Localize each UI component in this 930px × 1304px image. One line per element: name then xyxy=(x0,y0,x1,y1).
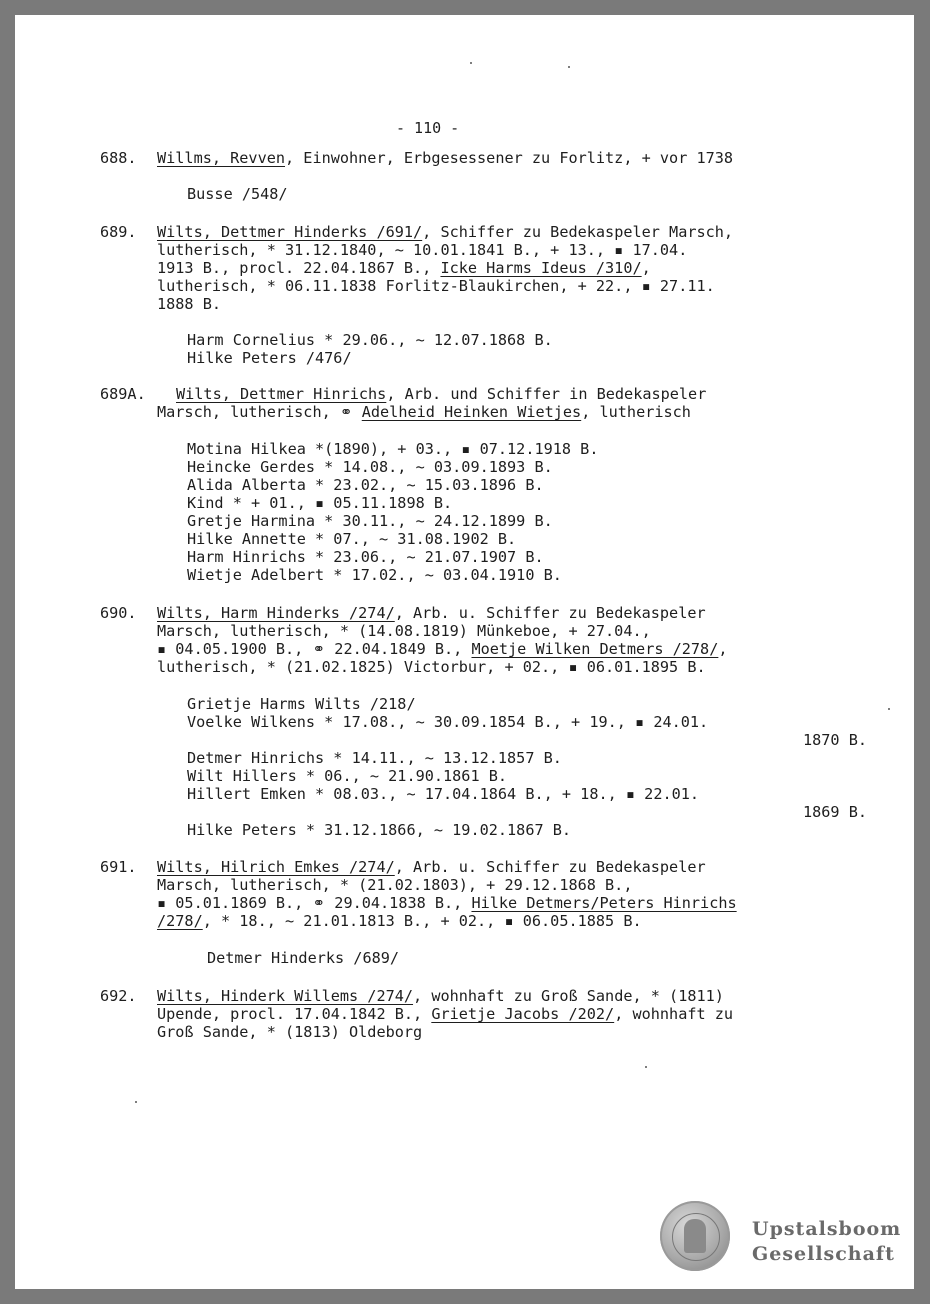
person-name: Wilts, Dettmer Hinderks /691/ xyxy=(157,223,423,241)
child-line: Grietje Harms Wilts /218/ xyxy=(187,695,416,713)
child-line: Motina Hilkea *(1890), + 03., ▪ 07.12.1918 B. xyxy=(187,440,599,458)
person-name: Wilts, Hilrich Emkes /274/ xyxy=(157,858,395,876)
entry-text: Wilts, Dettmer Hinrichs, Arb. und Schiffer in Bedekaspeler Marsch, lutherisch, ⚭ Adelheid Heinken Wietjes, lutherisch xyxy=(157,385,707,421)
entry-691 xyxy=(100,858,880,930)
entry-number: 692. xyxy=(100,987,137,1005)
child-line-continuation: 1870 B. xyxy=(802,731,867,749)
person-name: Wilts, Hinderk Willems /274/ xyxy=(157,987,414,1005)
entry-number: 691. xyxy=(100,858,137,876)
children-689 xyxy=(187,331,867,367)
child-line: Harm Cornelius * 29.06., ~ 12.07.1868 B. xyxy=(187,331,553,349)
child-line: Alida Alberta * 23.02., ~ 15.03.1896 B. xyxy=(187,476,544,494)
society-seal-logo xyxy=(660,1201,730,1271)
entry-number: 688. xyxy=(100,149,137,167)
child-line: Detmer Hinderks /689/ xyxy=(207,949,400,967)
person-name: Wilts, Dettmer Hinrichs xyxy=(176,385,387,403)
scan-speck xyxy=(568,66,570,68)
entry-text: Wilts, Dettmer Hinderks /691/, Schiffer zu Bedekaspeler Marsch, lutherisch, * 31.12.1840, ~ 10.01.1841 B., + 13., ▪ 17.04. 1913 B., procl. 22.04.1867 B., Icke Harms Ideus /310/, lutherisch, * 06.11.1838 Forlitz-Blaukirchen, + 22., ▪ 27.11. 1888 B. xyxy=(157,223,734,313)
scan-speck xyxy=(135,1101,137,1103)
children-689a xyxy=(187,440,867,584)
children-691 xyxy=(207,949,887,967)
child-line: Hilke Annette * 07., ~ 31.08.1902 B. xyxy=(187,530,517,548)
person-name: Wilts, Harm Hinderks /274/ xyxy=(157,604,395,622)
entry-number: 690. xyxy=(100,604,137,622)
entry-692 xyxy=(100,987,880,1041)
entry-689a xyxy=(100,385,880,421)
entry-text: Willms, Revven, Einwohner, Erbgesessener zu Forlitz, + vor 1738 xyxy=(157,149,734,167)
scan-speck xyxy=(645,1066,647,1068)
spouse-name: Icke Harms Ideus /310/ xyxy=(440,259,642,277)
child-line: Hilke Peters * 31.12.1866, ~ 19.02.1867 B. xyxy=(187,821,572,839)
entry-690 xyxy=(100,604,880,676)
child-line: Harm Hinrichs * 23.06., ~ 21.07.1907 B. xyxy=(187,548,544,566)
society-logo-text: Upstalsboom Gesellschaft xyxy=(752,1218,902,1265)
children-690 xyxy=(187,695,867,839)
seal-figure xyxy=(684,1219,706,1253)
child-line: Kind * + 01., ▪ 05.11.1898 B. xyxy=(187,494,453,512)
child-line: Gretje Harmina * 30.11., ~ 24.12.1899 B. xyxy=(187,512,553,530)
child-line: Busse /548/ xyxy=(187,185,288,203)
child-line: Heincke Gerdes * 14.08., ~ 03.09.1893 B. xyxy=(187,458,553,476)
person-name: Willms, Revven xyxy=(157,149,286,167)
document-page: - 110 - 688. Willms, Revven, Einwohner, Erbgesessener zu Forlitz, + vor 1738 Busse /548/ 689. Wilts, Dettmer Hinderks /691/, Schiffer zu Bedekaspeler Marsch, lutherisch, * 31.12.1840, ~ 10.01.1841 B., + 13., ▪ 17.04. 1913 B., procl. 22.04.1867 B., Icke Harms Ideus /310/, lutherisch, * 06.11.1838 Forlitz-Blaukirchen, + 22., ▪ 27.11. 1888 B. Harm Cornelius * 29.06., ~ 12.07.1868 B. Hilke Peters /476/ 689A. Wilts, Dettmer Hinrichs, Arb. und Schiffer in Bedekaspeler Marsch, lutherisch, ⚭ Adelheid Heinken Wietjes, lutherisch Motina Hilkea *(1890), + 03., ▪ 07.12.1918 B. Heincke Gerdes * 14.08., ~ 03.09.1893 B. Alida Alberta * 23.02., ~ 15.03.1896 B. Kind * + 01., ▪ 05.11.1898 B. Gretje Harmina * 30.11., ~ 24.12.1899 B. Hilke Annette * 07., ~ 31.08.1902 B. Harm Hinrichs * 23.06., ~ 21.07.1907 B. Wietje Adelbert * 17.02., ~ 03.04.1910 B. 690. Wilts, Harm Hinderks /274/, Arb. u. Schiffer zu Bedekaspeler Marsch, lutherisch, * (14.08.1819) Münkeboe, + 27.04., ▪ 04.05.1900 B., ⚭ 22.04.1849 B., Moetje Wilken Detmers /278/, lutherisch, * (21.02.1825) Victorbur, + 02., ▪ 06.01.1895 B. Grietje Harms Wilts /218/ Voelke Wilkens * 17.08., ~ 30.09.1854 B., + 19., ▪ 24.01. 1870 B. Detmer Hinrichs * 14.11., ~ 13.12.1857 B. Wilt Hillers * 06., ~ 21.90.1861 B. Hillert Emken * 08.03., ~ 17.04.1864 B., + 18., ▪ 22.01. 1869 B. Hilke Peters * 31.12.1866, ~ 19.02.1867 B. 691. Wilts, Hilrich Emkes /274/, Arb. u. Schiffer zu Bedekaspeler Marsch, lutherisch, * (21.02.1803), + 29.12.1868 B., ▪ 05.01.1869 B., ⚭ 29.04.1838 B., Hilke Detmers/Peters Hinrichs /278/, * 18., ~ 21.01.1813 B., + 02., ▪ 06.05.1885 B. Detmer Hinderks /689/ 692. Wilts, Hinderk Willems /274/, wohnhaft zu Groß Sande, * (1811) Upende, procl. 17.04.1842 B., Grietje Jacobs /202/, wohnhaft zu Groß Sande, * (1813) Oldeborg Upstalsboom Gesellschaft xyxy=(15,15,914,1289)
entry-text: Wilts, Hinderk Willems /274/, wohnhaft zu Groß Sande, * (1811) Upende, procl. 17.04.1842 B., Grietje Jacobs /202/, wohnhaft zu Groß Sande, * (1813) Oldeborg xyxy=(157,987,734,1041)
entry-text: Wilts, Harm Hinderks /274/, Arb. u. Schiffer zu Bedekaspeler Marsch, lutherisch, * (14.08.1819) Münkeboe, + 27.04., ▪ 04.05.1900 B., ⚭ 22.04.1849 B., Moetje Wilken Detmers /278/, lutherisch, * (21.02.1825) Victorbur, + 02., ▪ 06.01.1895 B. xyxy=(157,604,728,676)
entry-number: 689A. xyxy=(100,385,146,403)
child-line: Wietje Adelbert * 17.02., ~ 03.04.1910 B. xyxy=(187,566,562,584)
children-688 xyxy=(187,185,867,203)
entry-689 xyxy=(100,223,880,313)
spouse-name: Moetje Wilken Detmers /278/ xyxy=(471,640,719,658)
child-line: Voelke Wilkens * 17.08., ~ 30.09.1854 B., + 19., ▪ 24.01. xyxy=(187,713,709,731)
child-line: Hillert Emken * 08.03., ~ 17.04.1864 B., + 18., ▪ 22.01. xyxy=(187,785,700,803)
scan-speck xyxy=(888,708,890,710)
spouse-name: Hilke Detmers/Peters Hinrichs /278/ xyxy=(157,894,737,930)
entry-number: 689. xyxy=(100,223,137,241)
child-line: Hilke Peters /476/ xyxy=(187,349,352,367)
entry-text: Wilts, Hilrich Emkes /274/, Arb. u. Schiffer zu Bedekaspeler Marsch, lutherisch, * (21.02.1803), + 29.12.1868 B., ▪ 05.01.1869 B., ⚭ 29.04.1838 B., Hilke Detmers/Peters Hinrichs /278/, * 18., ~ 21.01.1813 B., + 02., ▪ 06.05.1885 B. xyxy=(157,858,737,930)
scan-speck xyxy=(470,62,472,64)
entry-688 xyxy=(100,149,880,167)
spouse-name: Adelheid Heinken Wietjes xyxy=(361,403,582,421)
child-line: Detmer Hinrichs * 14.11., ~ 13.12.1857 B. xyxy=(187,749,562,767)
spouse-name: Grietje Jacobs /202/ xyxy=(431,1005,615,1023)
child-line: Wilt Hillers * 06., ~ 21.90.1861 B. xyxy=(187,767,508,785)
child-line-continuation: 1869 B. xyxy=(802,803,867,821)
